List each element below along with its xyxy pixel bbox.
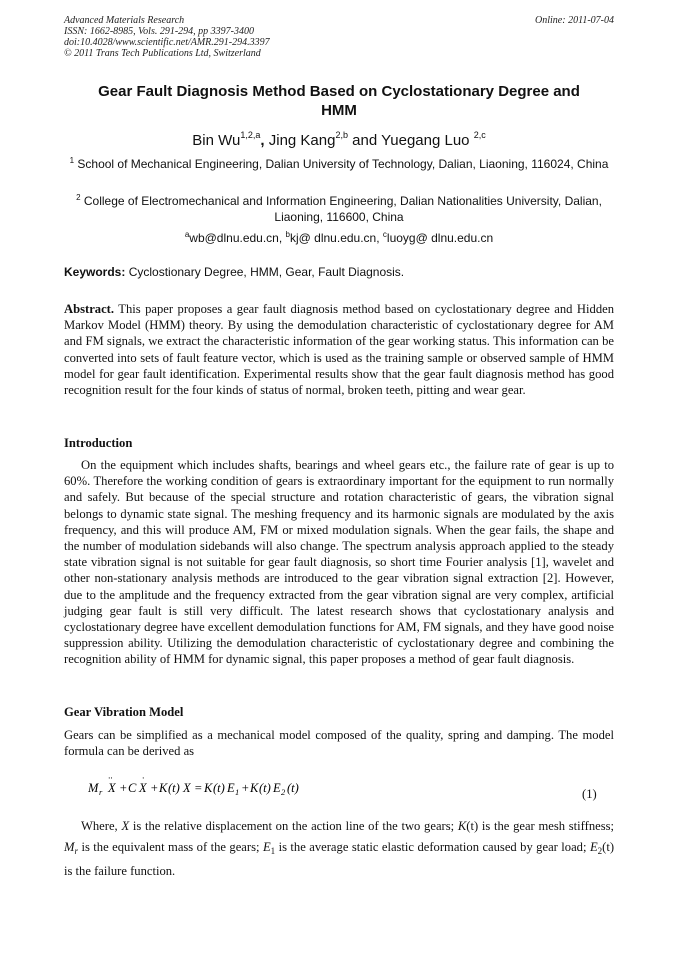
gear-model-paragraph: Gears can be simplified as a mechanical model composed of the quality, spring and damping. The model formula can be derived as bbox=[64, 728, 614, 759]
author-1: Bin Wu bbox=[192, 132, 241, 149]
abstract-label: Abstract. bbox=[64, 302, 115, 316]
email-b: kj@ dlnu.edu.cn, bbox=[289, 231, 380, 245]
where-symbol-k: K bbox=[457, 819, 467, 833]
author-emails bbox=[64, 230, 614, 246]
affiliation-2-number: 2 bbox=[76, 193, 81, 202]
author-conjunction: and bbox=[352, 132, 378, 149]
affiliation-1 bbox=[64, 156, 614, 172]
affiliation-1-number: 1 bbox=[69, 156, 75, 165]
where-symbol-x: X bbox=[121, 819, 130, 833]
eq-e2: E bbox=[273, 781, 281, 795]
equation-1 bbox=[88, 776, 508, 798]
eq-equals: = bbox=[194, 781, 203, 795]
author-separator: , bbox=[260, 132, 265, 149]
eq-k-1: K bbox=[159, 781, 168, 795]
author-3-affil: 2,c bbox=[473, 130, 486, 140]
doi-line: doi:10.4028/www.scientific.net/AMR.291-294.3397 bbox=[64, 37, 270, 48]
eq-k-2: K bbox=[204, 781, 213, 795]
where-symbol-e2-sub: 2 bbox=[597, 845, 603, 856]
email-a: wb@dlnu.edu.cn, bbox=[189, 231, 283, 245]
affiliation-1-text: School of Mechanical Engineering, Dalian University of Technology, Dalian, Liaoning, 116024, China bbox=[77, 157, 609, 171]
email-b-mark: b bbox=[285, 230, 290, 239]
where-symbol-e2: E bbox=[589, 839, 598, 854]
where-symbol-e1: E bbox=[262, 839, 271, 854]
abstract-text: This paper proposes a gear fault diagnosis method based on cyclostationary degree and Hidden Markov Model (HMM) theory. By using the demodulation characteristic of cyclostationary degree for AM and FM signals, we extract the characteristic information of the gear working status. This information can be converted into sets of fault feature vector, which is used as the training sample or observed sample of HMM model for gear fault identification. Experimental results show that the gear fault diagnosis method has good recognition result for the four kinds of status of normal, broken teeth, pitting and wear gear. bbox=[64, 302, 615, 398]
where-symbol-e2-arg: (t) bbox=[602, 839, 615, 854]
eq-single-dot: · bbox=[142, 776, 145, 783]
title-line-2: HMM bbox=[321, 102, 357, 119]
journal-header bbox=[64, 15, 614, 59]
affiliation-2 bbox=[64, 193, 614, 225]
eq-double-dot: ·· bbox=[108, 776, 113, 783]
author-1-affil: 1,2,a bbox=[240, 130, 261, 140]
eq-mass-sub: r bbox=[99, 787, 103, 797]
keywords-label: Keywords: bbox=[64, 265, 126, 279]
author-2-affil: 2,b bbox=[335, 130, 348, 140]
where-text-1: Where, bbox=[81, 819, 118, 833]
email-a-mark: a bbox=[184, 230, 190, 239]
abstract bbox=[64, 301, 614, 398]
introduction-heading: Introduction bbox=[64, 436, 133, 450]
eq-x-disp: X bbox=[183, 781, 191, 795]
gear-model-heading: Gear Vibration Model bbox=[64, 705, 184, 719]
where-text-2: is the relative displacement on the action line of the two gears; bbox=[132, 819, 455, 833]
where-text-3: is the gear mesh stiffness; bbox=[481, 819, 615, 833]
affiliation-2-text: College of Electromechanical and Information Engineering, Dalian Nationalities University, Dalian, Liaoning, 116600, China bbox=[83, 194, 602, 224]
eq-t-1: (t) bbox=[168, 781, 180, 795]
where-symbol-m: M bbox=[64, 839, 75, 854]
keywords-text: Cyclostionary Degree, HMM, Gear, Fault Diagnosis. bbox=[128, 265, 405, 279]
eq-x-accel: X bbox=[108, 781, 116, 795]
where-symbol-k-arg: (t) bbox=[466, 819, 479, 833]
author-list bbox=[64, 132, 614, 150]
eq-x-velocity: X bbox=[139, 781, 147, 795]
issn-line: ISSN: 1662-8985, Vols. 291-294, pp 3397-3400 bbox=[64, 26, 254, 37]
email-c: luoyg@ dlnu.edu.cn bbox=[386, 231, 494, 245]
where-paragraph bbox=[64, 816, 614, 882]
eq-e1: E bbox=[227, 781, 235, 795]
eq-t-4: (t) bbox=[287, 781, 299, 795]
online-date: Online: 2011-07-04 bbox=[535, 15, 614, 26]
where-text-5: is the average static elastic deformation caused by gear load; bbox=[278, 839, 587, 854]
eq-e2-sub: 2 bbox=[281, 787, 286, 797]
where-symbol-m-sub: r bbox=[74, 845, 79, 856]
keywords bbox=[64, 264, 614, 280]
equation-number: (1) bbox=[582, 787, 597, 801]
author-3: Yuegang Luo bbox=[381, 132, 470, 149]
eq-t-2: (t) bbox=[213, 781, 225, 795]
copyright-line: © 2011 Trans Tech Publications Ltd, Switzerland bbox=[64, 48, 261, 59]
where-text-4: is the equivalent mass of the gears; bbox=[81, 839, 260, 854]
eq-e1-sub: 1 bbox=[235, 787, 240, 797]
introduction-paragraph: On the equipment which includes shafts, bearings and wheel gears etc., the failure rate of gear is up to 60%. Therefore the working condition of gears is extraordinary important for the equipment to run normally and safely. But because of the special structure and rotation characteristic of gears, the vibration signal belongs to dynamic state signal. The meshing frequency and its harmonic signals are modulated by the axis frequency, and this will produce AM, FM or mixed modulation signals. When the gear fails, the shape and the number of modulation sidebands will also change. The spectrum analysis approach applied to the steady state vibration signal is not suitable for gear fault diagnosis, so short time Fourier analysis [1], wavelet and other non-stationary analysis methods are introduced to the gear vibration signal extraction [2]. However, due to the amplitude and the frequency extracted from the gear vibration signal are very complex, artificial judging gear fault is still very difficult. The latest research shows that cyclostationary analysis and cyclostationary degree have excellent demodulation functions for AM, FM signals, and they have good noise suppression ability. Utilizing the demodulation characteristic of cyclostationary degree and combining the recognition ability of HMM for dynamic signal, this paper proposes a method of gear fault diagnosis. bbox=[64, 458, 614, 667]
eq-mass: M bbox=[88, 781, 99, 795]
where-text-6: is the failure function. bbox=[64, 864, 176, 878]
email-c-mark: c bbox=[382, 230, 387, 239]
where-symbol-e1-sub: 1 bbox=[270, 845, 276, 856]
eq-t-3: (t) bbox=[259, 781, 271, 795]
author-2: Jing Kang bbox=[268, 132, 336, 149]
journal-name: Advanced Materials Research bbox=[64, 15, 185, 26]
eq-plus-2: + bbox=[150, 781, 159, 795]
eq-k-3: K bbox=[250, 781, 259, 795]
title-line-1: Gear Fault Diagnosis Method Based on Cyclostationary Degree and bbox=[98, 83, 580, 100]
eq-plus-3: + bbox=[241, 781, 250, 795]
paper-title bbox=[64, 82, 614, 120]
eq-damping: C bbox=[128, 781, 137, 795]
eq-plus-1: + bbox=[119, 781, 128, 795]
